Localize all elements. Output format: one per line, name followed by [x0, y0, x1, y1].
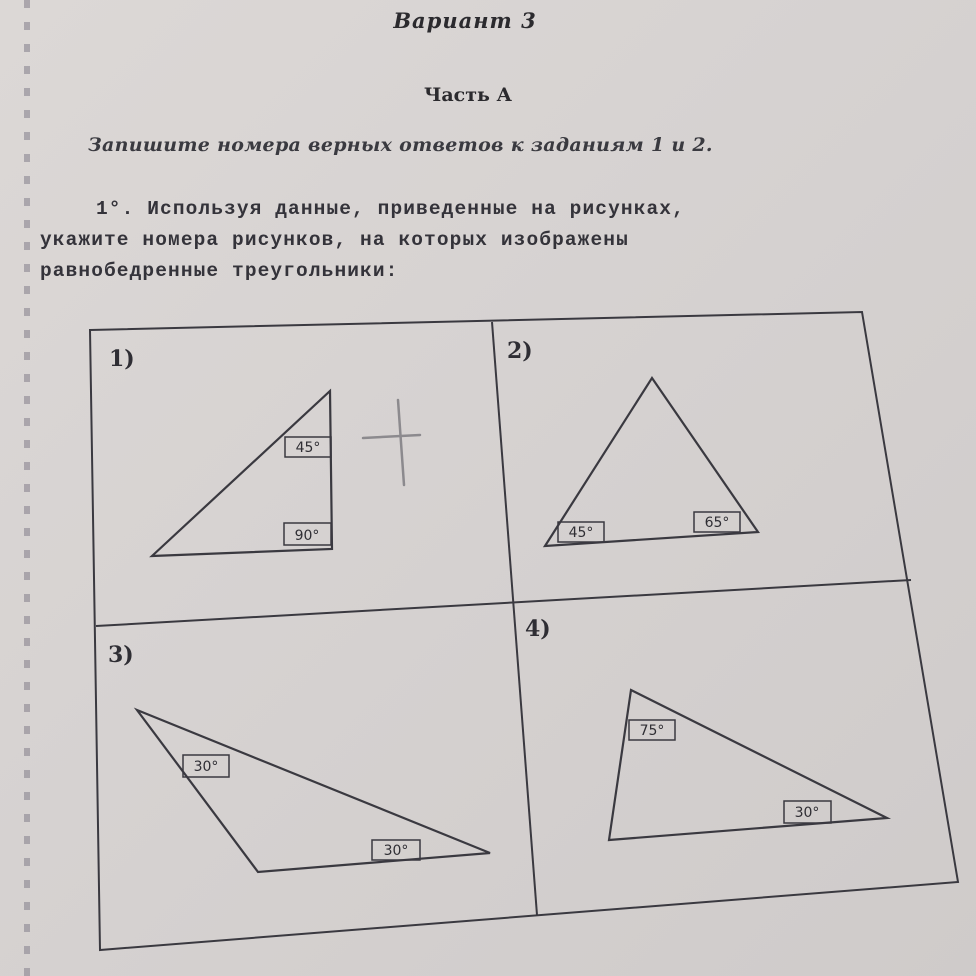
pencil-mark	[363, 400, 420, 485]
angle-3a: 30°	[193, 759, 219, 775]
triangle-3	[137, 710, 490, 872]
instruction-text: Запишите номера верных ответов к заданиям 1 и 2.	[88, 134, 713, 156]
grid-divider-horizontal	[96, 580, 911, 626]
figure-4-label: 4)	[525, 616, 551, 642]
angle-1b: 90°	[294, 528, 320, 544]
variant-title: Вариант 3	[393, 8, 537, 33]
task-line-3: равнобедренные треугольники:	[40, 260, 399, 282]
part-title: Часть А	[424, 84, 512, 106]
angle-3b: 30°	[383, 843, 409, 859]
angle-4b: 30°	[794, 805, 820, 821]
figure-1-label: 1)	[109, 346, 135, 372]
angle-4a: 75°	[639, 723, 665, 739]
triangle-4	[609, 690, 887, 840]
grid-frame	[90, 312, 958, 950]
angle-1a: 45°	[295, 440, 321, 456]
figure-3	[137, 710, 490, 872]
figure-3-label: 3)	[108, 642, 134, 668]
angle-2a: 45°	[568, 525, 594, 541]
figure-2-label: 2)	[507, 338, 533, 364]
task-line-2: укажите номера рисунков, на которых изображены	[40, 229, 629, 251]
angle-2b: 65°	[704, 515, 730, 531]
task-text-1: Используя данные, приведенные на рисунках,	[147, 198, 685, 220]
task-number: 1°.	[96, 198, 135, 220]
figure-4	[609, 690, 887, 840]
